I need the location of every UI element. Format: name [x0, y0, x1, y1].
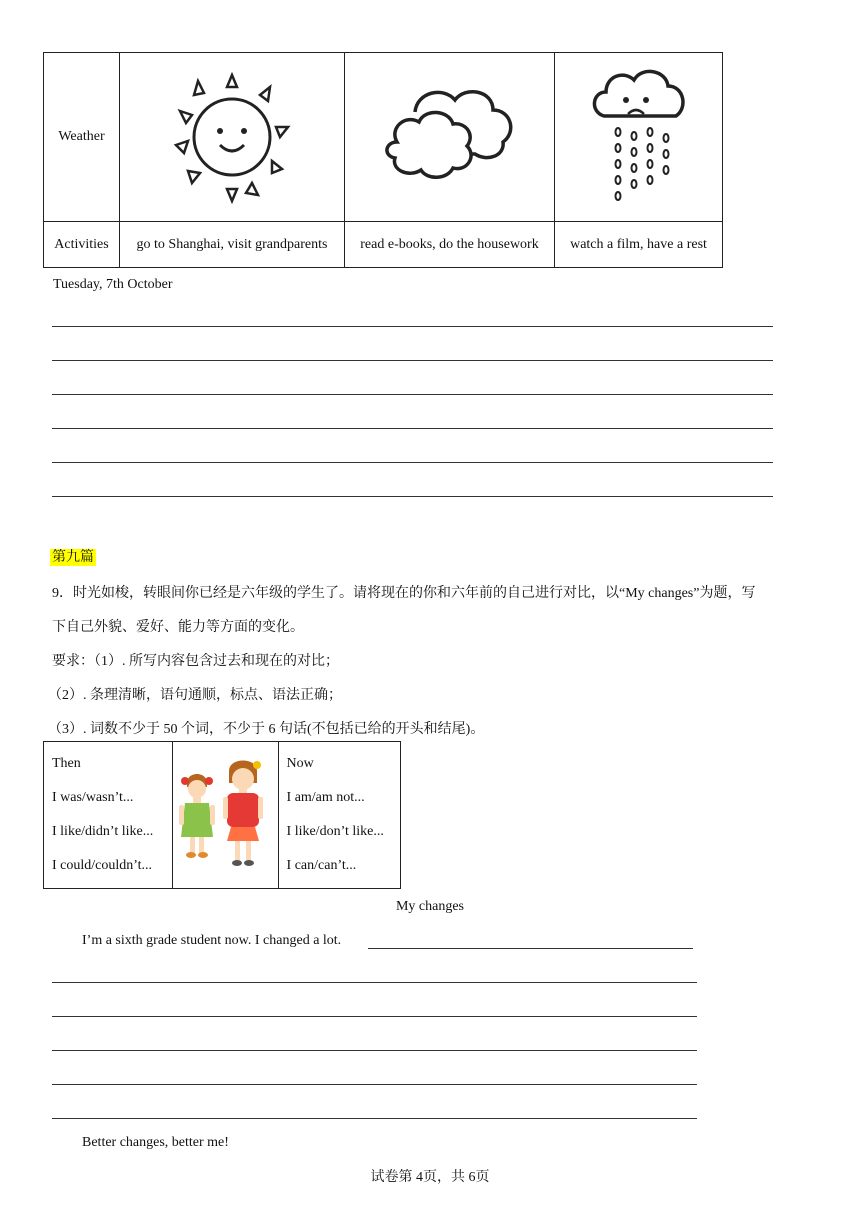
- children-illustration: [177, 757, 273, 869]
- section-title: [50, 546, 96, 566]
- diary-date: Tuesday, 7th October: [53, 277, 173, 292]
- question-line-1: 9．时光如梭，转眼间你已经是六年级的学生了。请将现在的你和六年前的自己进行对比，以“My changes”为题，写: [52, 586, 756, 601]
- now-item: I can/can’t...: [286, 858, 357, 873]
- writing-line[interactable]: [52, 394, 773, 395]
- essay-title: My changes: [395, 899, 465, 914]
- then-item: I could/couldn’t...: [52, 858, 153, 873]
- rainy-cell: [555, 53, 723, 222]
- sun-icon: [162, 65, 302, 205]
- requirement-2: （2）. 条理清晰，语句通顺，标点、语法正确；: [48, 688, 342, 703]
- writing-line[interactable]: [52, 462, 773, 463]
- weather-activities-table: [43, 52, 723, 268]
- writing-line[interactable]: [52, 428, 773, 429]
- activity-cell: watch a film, have a rest: [555, 222, 723, 268]
- writing-line[interactable]: [52, 360, 773, 361]
- essay-start: I’m a sixth grade student now. I changed a lot.: [82, 933, 342, 948]
- writing-line[interactable]: [52, 326, 773, 327]
- page-footer: 试卷第 4页，共 6页: [370, 1170, 490, 1185]
- activities-row-label: Activities: [44, 222, 120, 268]
- essay-end: Better changes, better me!: [82, 1135, 229, 1150]
- now-item: I like/don’t like...: [286, 824, 384, 839]
- writing-line[interactable]: [52, 1016, 697, 1017]
- now-column: [278, 742, 400, 889]
- rain-cloud-icon: [584, 60, 694, 210]
- activity-cell: go to Shanghai, visit grandparents: [120, 222, 345, 268]
- question-line-2: 下自己外貌、爱好、能力等方面的变化。: [52, 620, 304, 635]
- writing-line[interactable]: [52, 1084, 697, 1085]
- weather-row-label: Weather: [44, 53, 120, 222]
- children-picture-cell: [173, 742, 278, 889]
- writing-line[interactable]: [52, 982, 697, 983]
- sunny-cell: [120, 53, 345, 222]
- cloudy-cell: [345, 53, 555, 222]
- activity-cell: read e-books, do the housework: [345, 222, 555, 268]
- changes-table: [43, 741, 401, 889]
- now-header: Now: [286, 756, 314, 771]
- requirement-3: （3）. 词数不少于 50 个词，不少于 6 句话(不包括已给的开头和结尾)。: [48, 722, 485, 737]
- then-column: [44, 742, 173, 889]
- now-item: I am/am not...: [286, 790, 365, 805]
- then-item: I was/wasn’t...: [52, 790, 134, 805]
- writing-line[interactable]: [52, 496, 773, 497]
- requirement-1: 要求：（1）. 所写内容包含过去和现在的对比；: [52, 654, 339, 669]
- then-header: Then: [52, 756, 81, 771]
- writing-line[interactable]: [52, 1118, 697, 1119]
- then-item: I like/didn’t like...: [52, 824, 154, 839]
- writing-line[interactable]: [368, 948, 693, 949]
- section-title-text: 第九篇: [52, 550, 94, 565]
- cloud-icon: [375, 80, 525, 190]
- writing-line[interactable]: [52, 1050, 697, 1051]
